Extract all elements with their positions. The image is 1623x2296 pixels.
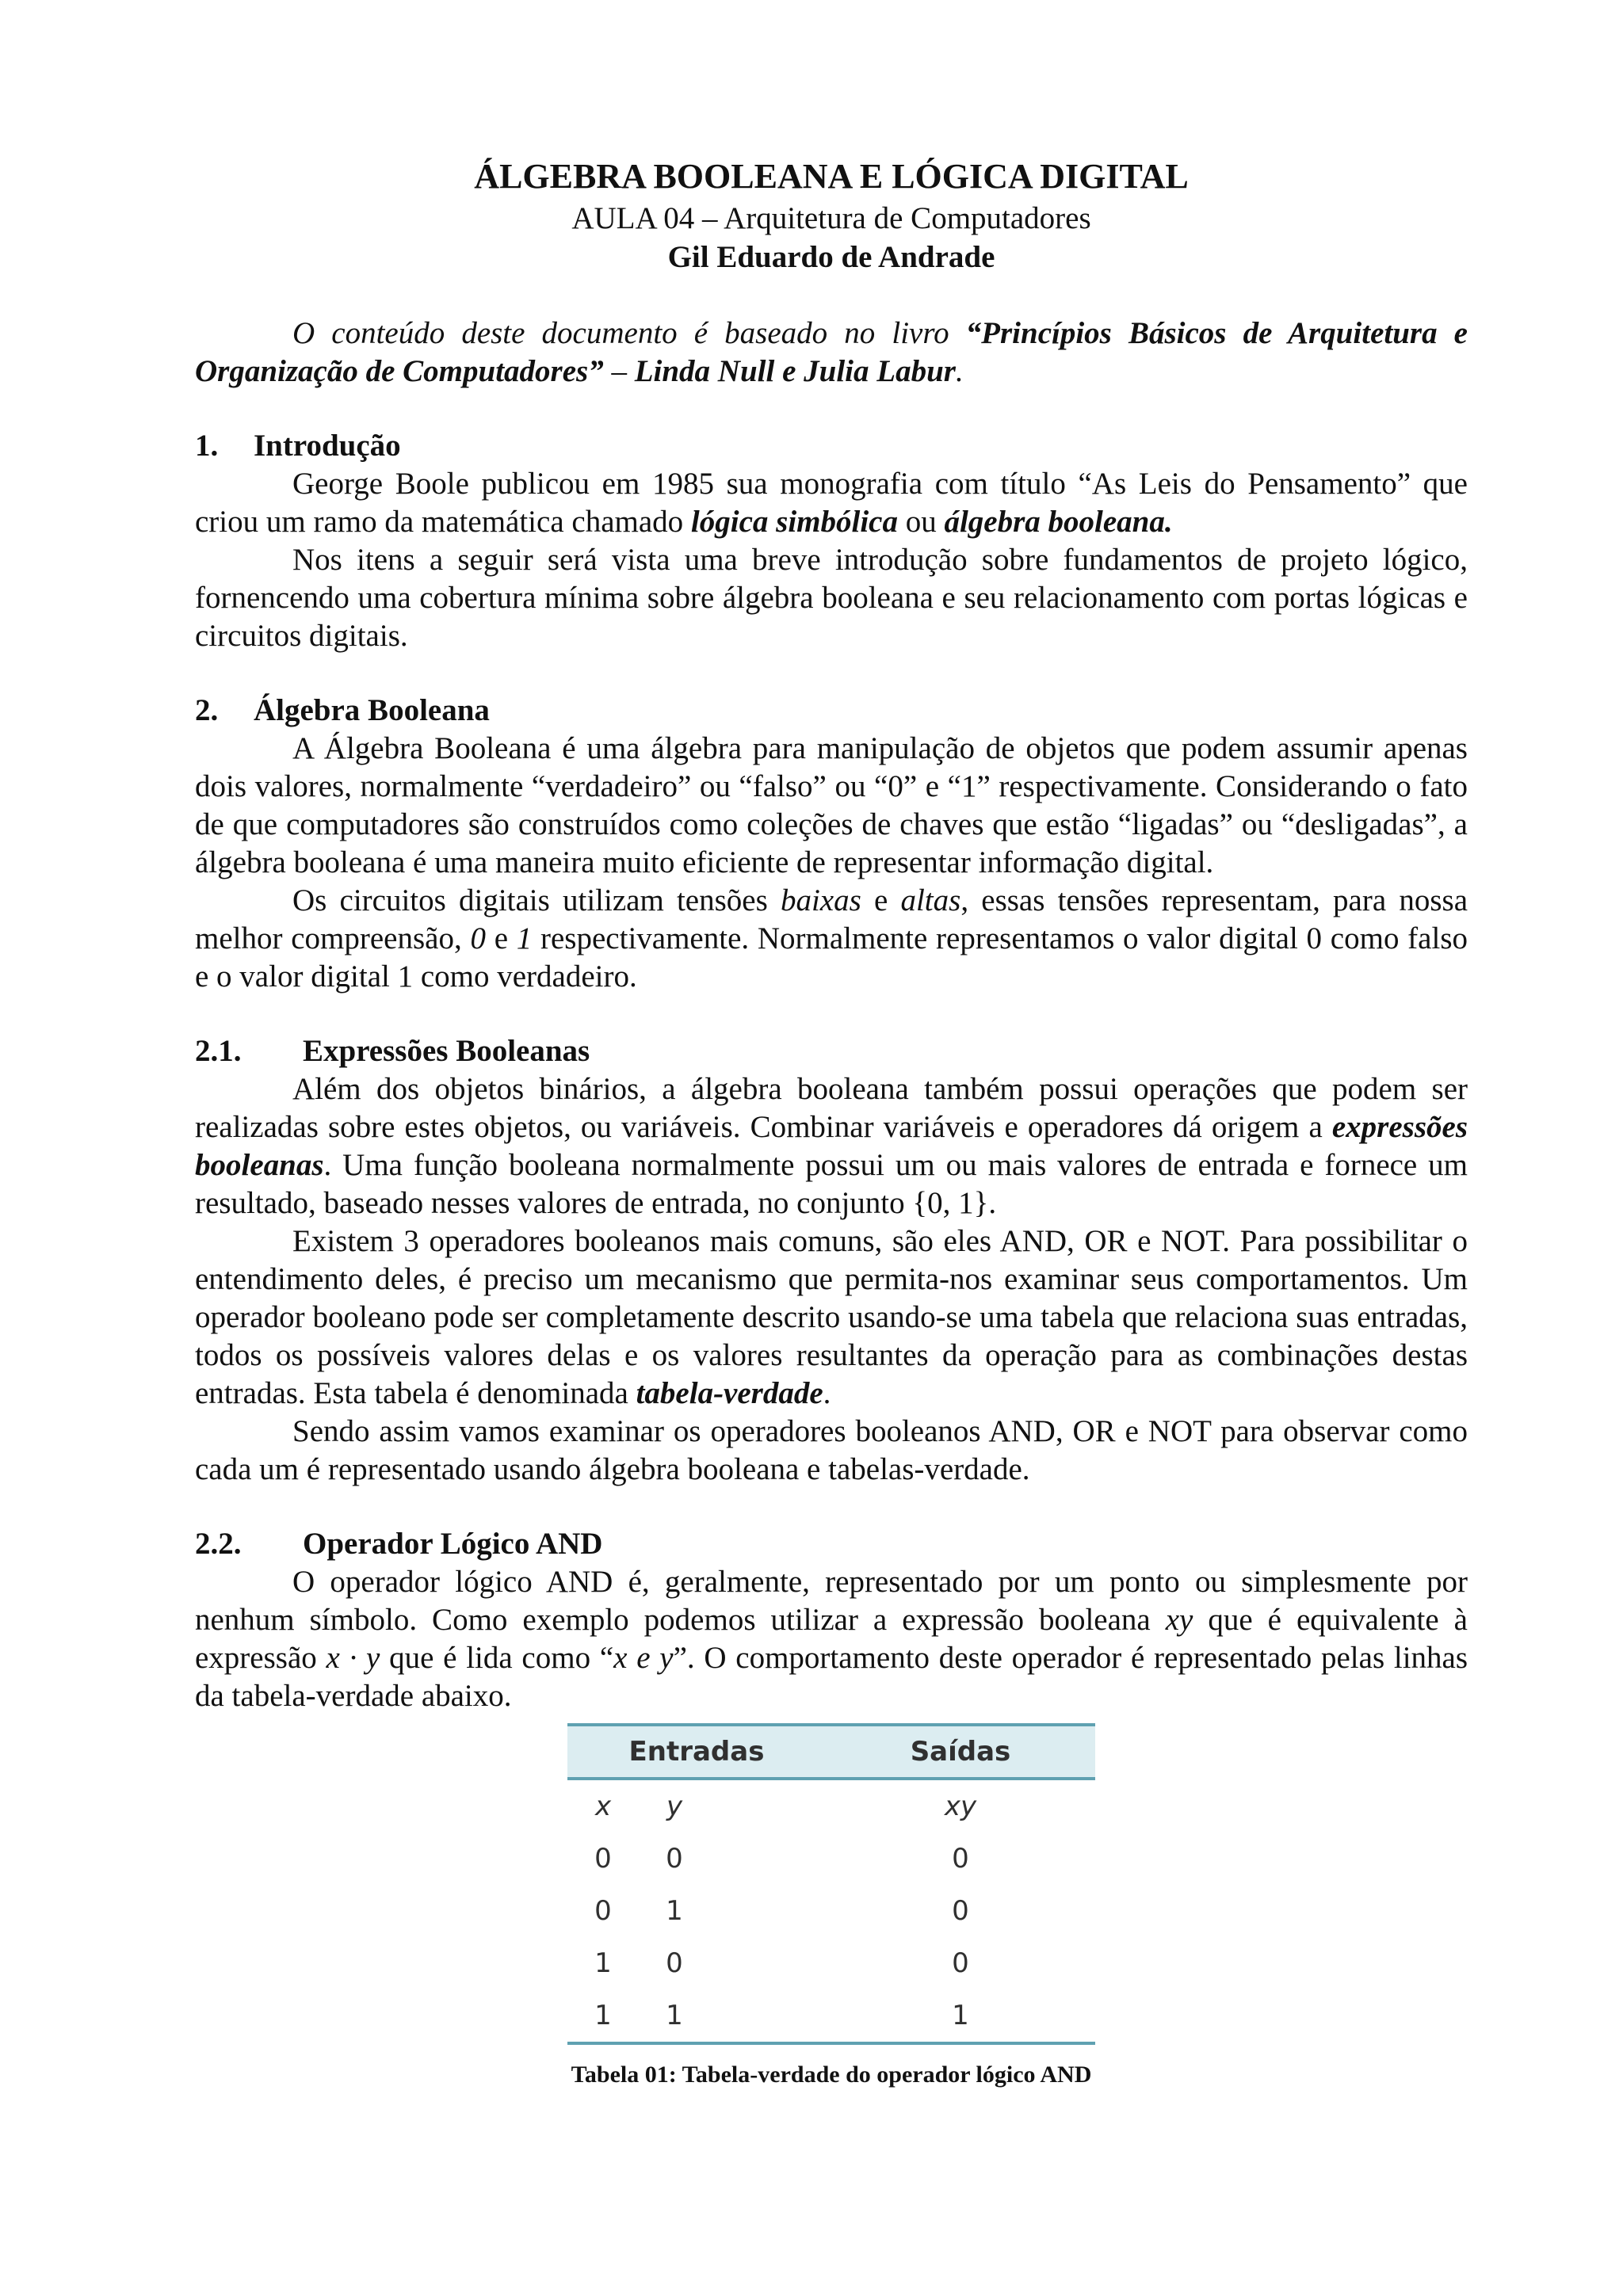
text-run: . Uma função booleana normalmente possui um ou mais valores de entrada e fornece um resultado, baseado nesses valores de entrada, no conjunto {0, 1}. <box>195 1148 1468 1220</box>
intro-text: O conteúdo deste documento é baseado no livro <box>292 316 966 350</box>
section-number: 2.2. <box>195 1527 242 1561</box>
italic-term: x e y <box>613 1641 674 1675</box>
text-run: George Boole publicou em 1985 sua monografia com título “As Leis do Pensamento” que criou um ramo da matemática chamado <box>195 467 1468 539</box>
document-title: ÁLGEBRA BOOLEANA E LÓGICA DIGITAL <box>474 157 1189 196</box>
header-inputs: Entradas <box>567 1725 826 1779</box>
italic-term: x · y <box>326 1641 380 1675</box>
document-subtitle: AULA 04 – Arquitetura de Computadores <box>571 201 1091 235</box>
text-run: respectivamente. Normalmente representamos o valor digital 0 como falso e o valor digital 1 como verdadeiro. <box>195 921 1468 994</box>
intro-book-title: “Princípios Básicos de Arquitetura e Organização de Computadores” <box>195 316 1468 388</box>
table-row <box>567 1937 1095 1989</box>
text-run: e <box>861 883 901 917</box>
cell-output: 0 <box>952 1895 969 1927</box>
text-run: , essas tensões representam, para nossa melhor compreensão, <box>195 883 1468 955</box>
intro-end: . <box>955 354 964 388</box>
cell-output: 0 <box>952 1843 969 1875</box>
section-title: Expressões Booleanas <box>303 1034 590 1068</box>
cell-x: 1 <box>594 1947 612 1979</box>
text-run: . <box>823 1376 831 1410</box>
text-run: Além dos objetos binários, a álgebra booleana também possui operações que podem ser realizadas sobre estes objetos, ou variáveis. Combinar variáveis e operadores dá origem a <box>195 1072 1468 1144</box>
section-2-1-paragraph-2 <box>195 1222 1468 1413</box>
table-row <box>567 1989 1095 2043</box>
emphasis-term: lógica simbólica <box>690 505 898 539</box>
cell-y: 0 <box>666 1843 683 1875</box>
section-number: 1. <box>195 429 219 463</box>
table-row <box>567 1833 1095 1885</box>
cell-x: 0 <box>594 1843 612 1875</box>
emphasis-term: tabela-verdade <box>636 1376 823 1410</box>
emphasis-term: álgebra booleana. <box>944 505 1173 539</box>
section-1-paragraph-2: Nos itens a seguir será vista uma breve introdução sobre fundamentos de projeto lógico, fornencendo uma cobertura mínima sobre álgebra booleana e seu relacionamento com portas lógicas e circuitos digitais. <box>195 543 1468 653</box>
intro-book-authors: Linda Null e Julia Labur <box>634 354 956 388</box>
italic-term: xy <box>1165 1603 1193 1637</box>
text-run: Existem 3 operadores booleanos mais comuns, são eles AND, OR e NOT. Para possibilitar o entendimento deles, é preciso um mecanismo que permita-nos examinar seus comportamentos. Um operador booleano pode ser completamente descrito usando-se uma tabela que relaciona suas entradas, todos os possíveis valores delas e os valores resultantes da operação para as combinações destas entradas. Esta tabela é denominada <box>195 1224 1468 1410</box>
section-number: 2. <box>195 693 219 727</box>
var-y: y <box>666 1791 683 1822</box>
truth-table-header-row <box>567 1725 1095 1779</box>
intro-dash: – <box>603 354 635 388</box>
text-run: e <box>485 921 517 955</box>
var-output: xy <box>944 1791 977 1822</box>
header-outputs: Saídas <box>826 1725 1095 1779</box>
text-run: O operador lógico AND é, geralmente, representado por um ponto ou simplesmente por nenhum símbolo. Como exemplo podemos utilizar a expressão booleana <box>195 1565 1468 1637</box>
text-run: ”. O comportamento deste operador é representado pelas linhas da tabela-verdade abaixo. <box>195 1641 1468 1713</box>
table-row <box>567 1885 1095 1937</box>
section-1-heading <box>195 427 1468 465</box>
section-2-paragraph-1: A Álgebra Booleana é uma álgebra para manipulação de objetos que podem assumir apenas dois valores, normalmente “verdadeiro” ou “falso” ou “0” e “1” respectivamente. Considerando o fato de que computadores são construídos como coleções de chaves que estão “ligadas” ou “desligadas”, a álgebra booleana é uma maneira muito eficiente de representar informação digital. <box>195 731 1468 879</box>
cell-y: 1 <box>639 1989 710 2043</box>
section-2-heading <box>195 692 1468 730</box>
italic-term: baixas <box>780 883 861 917</box>
section-2-2-heading <box>195 1525 1468 1563</box>
section-1-paragraph-1 <box>195 465 1468 541</box>
var-x: x <box>594 1791 612 1822</box>
section-title: Introdução <box>254 429 401 463</box>
page-content <box>195 154 1468 2091</box>
section-2-1-paragraph-1 <box>195 1070 1468 1222</box>
italic-term: altas <box>900 883 961 917</box>
table-caption: Tabela 01: Tabela-verdade do operador lógico AND <box>571 2061 1092 2088</box>
truth-table-variables-row <box>567 1779 1095 1833</box>
spacer-cell <box>710 1833 826 1885</box>
document-author: Gil Eduardo de Andrade <box>667 240 995 274</box>
and-truth-table <box>567 1723 1095 2045</box>
section-number: 2.1. <box>195 1034 242 1068</box>
spacer-cell <box>710 1885 826 1937</box>
emphasis-term: expressões booleanas <box>195 1110 1468 1182</box>
section-2-1-heading <box>195 1032 1468 1070</box>
cell-output: 0 <box>952 1947 969 1979</box>
text-run: Os circuitos digitais utilizam tensões <box>292 883 781 917</box>
cell-x: 1 <box>567 1989 639 2043</box>
text-run: que é equivalente à expressão <box>195 1603 1468 1675</box>
cell-y: 0 <box>666 1947 683 1979</box>
intro-paragraph <box>195 315 1468 391</box>
section-2-2-paragraph-1 <box>195 1563 1468 1715</box>
truth-table-wrapper <box>195 1723 1468 2045</box>
section-2-paragraph-2 <box>195 882 1468 996</box>
section-2-1-paragraph-3: Sendo assim vamos examinar os operadores booleanos AND, OR e NOT para observar como cada um é representado usando álgebra booleana e tabelas-verdade. <box>195 1414 1468 1486</box>
spacer-cell <box>710 1989 826 2043</box>
cell-output: 1 <box>826 1989 1095 2043</box>
section-title: Álgebra Booleana <box>254 693 490 727</box>
text-run: ou <box>897 505 945 539</box>
cell-x: 0 <box>594 1895 612 1927</box>
section-title: Operador Lógico AND <box>303 1527 603 1561</box>
spacer-cell <box>710 1779 826 1833</box>
text-run: que é lida como “ <box>380 1641 614 1675</box>
italic-term: 1 <box>516 921 533 955</box>
cell-y: 1 <box>666 1895 683 1927</box>
spacer-cell <box>710 1937 826 1989</box>
italic-term: 0 <box>470 921 486 955</box>
